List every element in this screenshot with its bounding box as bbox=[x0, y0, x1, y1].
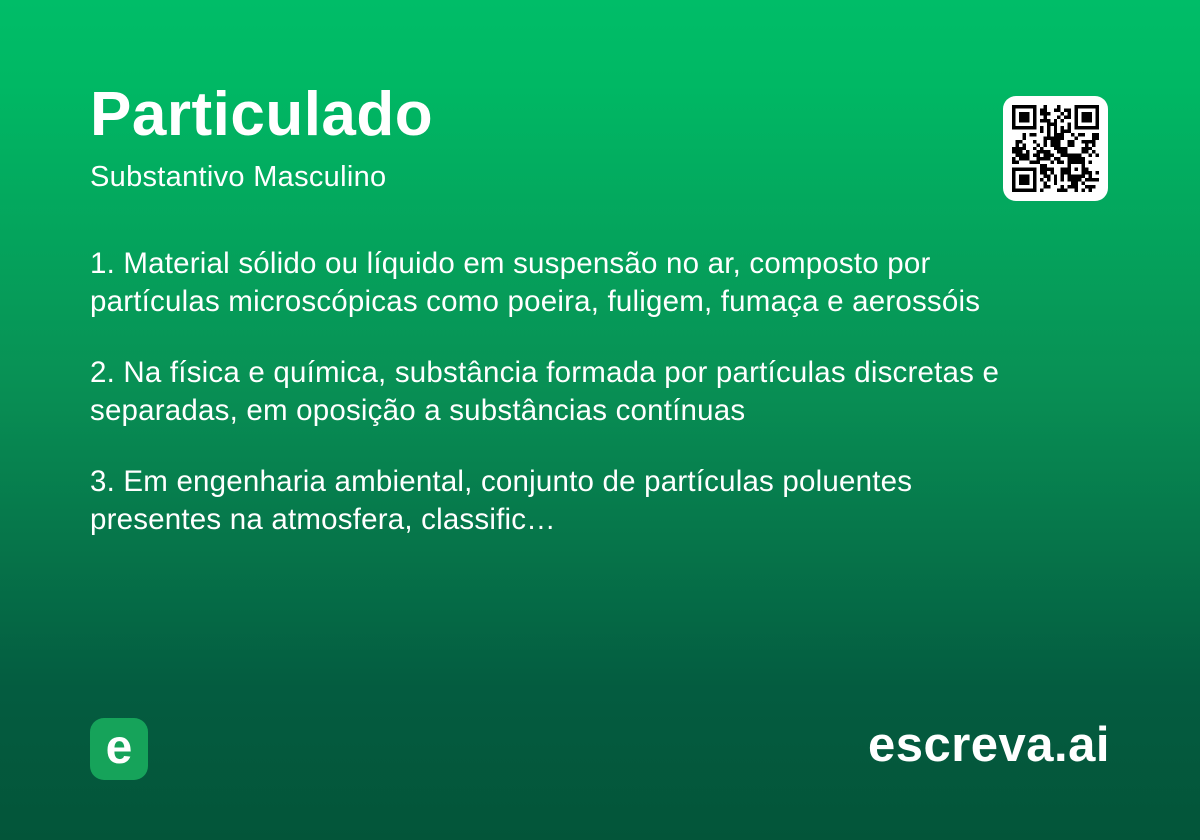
brand-name: escreva.ai bbox=[867, 718, 1110, 772]
definition-item-2: 2. Na física e química, substância formada por partículas discretas e separadas, em oposição a substâncias contínuas bbox=[90, 356, 1000, 427]
card-header bbox=[90, 80, 433, 194]
logo-letter: e bbox=[105, 720, 133, 774]
word-class-subtitle: Substantivo Masculino bbox=[90, 161, 387, 193]
word-title: Particulado bbox=[90, 80, 434, 149]
escreva-logo-icon bbox=[90, 718, 148, 780]
definition-item-3: 3. Em engenharia ambiental, conjunto de partículas poluentes presentes na atmosfera, classific… bbox=[90, 465, 913, 536]
definition-item-1: 1. Material sólido ou líquido em suspensão no ar, composto por partículas microscópicas como poeira, fuligem, fumaça e aerossóis bbox=[90, 247, 981, 318]
qr-code-icon bbox=[1003, 96, 1108, 201]
definitions-list bbox=[90, 245, 1045, 572]
